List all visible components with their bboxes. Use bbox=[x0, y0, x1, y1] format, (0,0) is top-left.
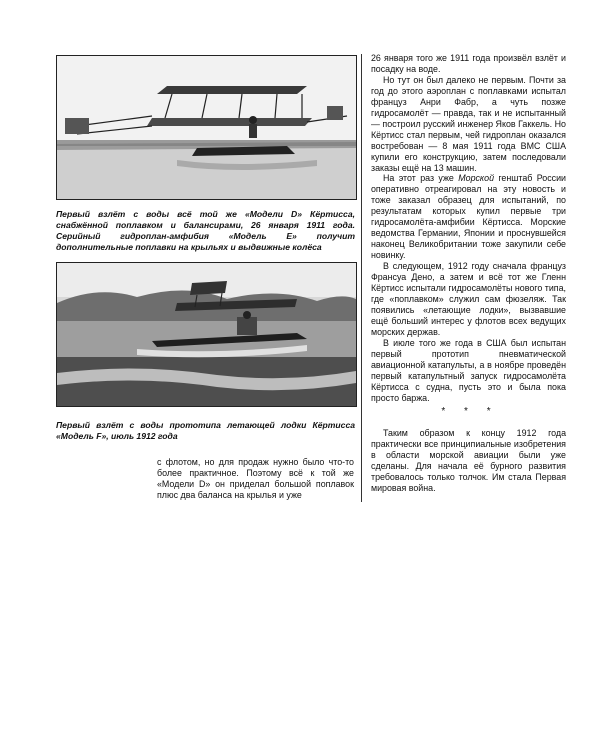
section-separator: * * * bbox=[441, 406, 499, 417]
photo2-caption: Первый взлёт с воды прототипа летающей лодки Кёртисса «Модель F», июль 1912 года bbox=[56, 420, 355, 441]
p3-italic: Морской bbox=[458, 173, 494, 184]
right-column-text-end bbox=[371, 428, 566, 494]
left-paragraph: с флотом, но для продаж нужно было что-то более практичное. Поэтому всё к той же «Модели D» он приделал большой поплавок плюс два баланса на крылья и уже bbox=[157, 457, 354, 500]
right-paragraph-2: Но тут он был далеко не первым. Почти за год до этого аэроплан с поплавками испытал француз Анри Фабр, а чуть позже гидросамолёт — правда, так и не испытанный — построил русский инженер Яков Гаккель. Но Кёртисс стал первым, чей гидроплан оказался востребован — 8 мая 1911 года ВМС США купили его конструкцию, затем последовали заказы ещё на 13 машин. bbox=[371, 74, 566, 173]
right-paragraph-1: 26 января того же 1911 года произвёл взлёт и посадку на воде. bbox=[371, 53, 566, 74]
photo-curtiss-model-d bbox=[56, 55, 357, 200]
p3-before: На этот раз уже bbox=[383, 173, 459, 184]
right-paragraph-5: В июле того же года в США был испытан первый прототип пневматической авиационной катапульты, а в ноябре проведён первый катапультный запуск гидросамолёта Кёртисса с судна, пусть это и была пока просто баржа. bbox=[371, 337, 566, 403]
right-paragraph-4: В следующем, 1912 году сначала француз Франсуа Дено, а затем и всё тот же Гленн Кёртисс испытали гидросамолёты нового типа, где «поплавком» служил сам фюзеляж. Так появились «летающие лодки», вызвавшие ещё больший интерес у флотов всех ведущих морских держав. bbox=[371, 261, 566, 337]
photo-curtiss-model-f bbox=[56, 262, 357, 407]
right-column-text bbox=[371, 53, 566, 404]
left-column-text bbox=[157, 457, 354, 501]
right-paragraph-3 bbox=[371, 173, 566, 261]
column-divider bbox=[361, 54, 362, 502]
p3-after: генштаб России оперативно отреагировал на эту новость и тоже заказал образец для испытаний, по результатам которых купил первые три гидросамолёта-амфибии Кёртисса. Морские ведомства Германии, Японии и проснувшейся наконец Великобритании тоже закупили себе новинку. bbox=[371, 173, 566, 261]
right-paragraph-6: Таким образом к концу 1912 года практически все принципиальные изобретения в области морской авиации были уже сделаны. Для начала её бурного развития требовалось только толчок. Им стала Первая мировая война. bbox=[371, 428, 566, 493]
photo1-caption: Первый взлёт с воды всё той же «Модели D» Кёртисса, снабжённой поплавком и балансирами, 26 января 1911 года. Серийный гидроплан-амфибия «Модель E» получит дополнительные поплавки на крыльях и выдвижные колёса bbox=[56, 209, 355, 252]
